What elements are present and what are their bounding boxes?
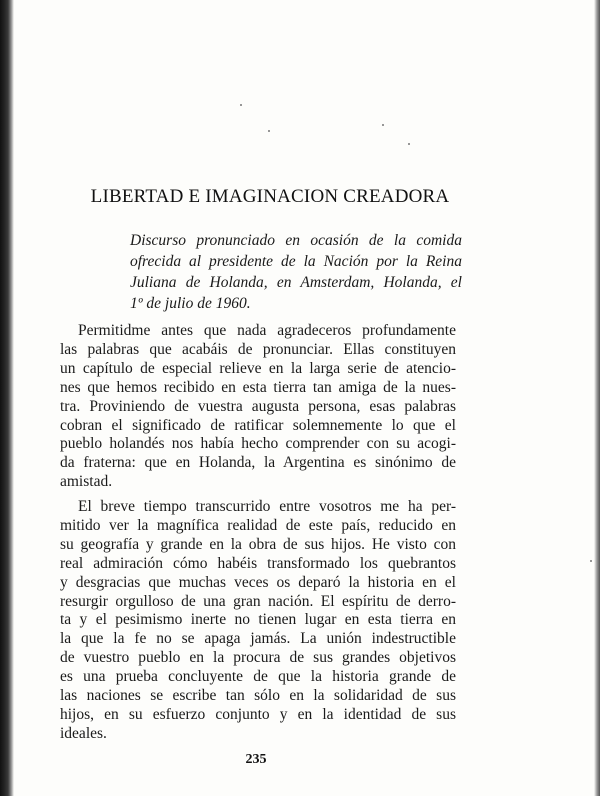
paragraph-line: de vuestro pueblo en la procura de sus grandes objetivos [60, 649, 456, 667]
paragraph-2 [60, 498, 456, 744]
paragraph-line: las palabras que acabáis de pronunciar. Ellas constituyen [60, 340, 456, 358]
paragraph-line: mitido ver la magnífica realidad de este país, reducido en [60, 516, 456, 534]
chapter-title: LIBERTAD E IMAGINACION CREADORA [90, 186, 450, 207]
subtitle-line: ofrecida al presidente de la Nación por la Reina [130, 253, 462, 270]
paragraph-line: nes que hemos recibido en esta tierra tan amiga de la nues- [60, 378, 456, 396]
paragraph-line: ta y el pesimismo inerte no tienen lugar en esta tierra en [60, 611, 456, 629]
page-number: 235 [245, 752, 267, 767]
subtitle-line: Juliana de Holanda, en Amsterdam, Holanda, el [130, 274, 462, 291]
paragraph-line: es una prueba concluyente de que la historia grande de [60, 668, 456, 686]
paragraph-line: las naciones se escribe tan sólo en la solidaridad de sus [60, 687, 456, 705]
paragraph-line: un capítulo de especial relieve en la larga serie de atencio- [60, 359, 456, 377]
scan-speck [382, 124, 384, 126]
paragraph-line: la que la fe no se apaga jamás. La unión indestructible [60, 630, 456, 648]
scan-speck [240, 104, 242, 106]
paragraph-line: Permitidme antes que nada agradeceros profundamente [78, 322, 456, 339]
page-binding-shadow [0, 0, 14, 796]
paragraph-line: su geografía y grande en la obra de sus hijos. He visto con [60, 535, 456, 553]
scan-speck [590, 560, 592, 562]
paragraph-line: hijos, en su esfuerzo conjunto y en la identidad de sus [60, 705, 456, 723]
chapter-subtitle [130, 230, 462, 314]
paragraph-line: ideales. [60, 724, 107, 742]
paragraph-line: pueblo holandés nos había hecho comprender con su acogi- [60, 435, 456, 453]
page-edge-shadow [594, 0, 600, 796]
scan-speck [408, 143, 410, 145]
paragraph-line: y desgracias que muchas veces os deparó la historia en el [60, 573, 456, 591]
scan-speck [268, 130, 270, 132]
paragraph-line: cobran el significado de ratificar solemnemente lo que el [60, 416, 456, 434]
subtitle-line: 1º de julio de 1960. [130, 295, 251, 312]
paragraph-line: da fraterna: que en Holanda, la Argentina es sinónimo de [60, 454, 456, 472]
paragraph-line: resurgir orgulloso de una gran nación. El espíritu de derro- [60, 592, 456, 610]
paragraph-line: El breve tiempo transcurrido entre vosotros me ha per- [78, 498, 456, 515]
paragraph-line: amistad. [60, 473, 113, 491]
paragraph-line: tra. Proviniendo de vuestra augusta persona, esas palabras [60, 397, 456, 415]
subtitle-line: Discurso pronunciado en ocasión de la comida [130, 232, 462, 249]
paragraph-1 [60, 322, 456, 492]
paragraph-line: real admiración cómo habéis transformado los quebrantos [60, 554, 456, 572]
